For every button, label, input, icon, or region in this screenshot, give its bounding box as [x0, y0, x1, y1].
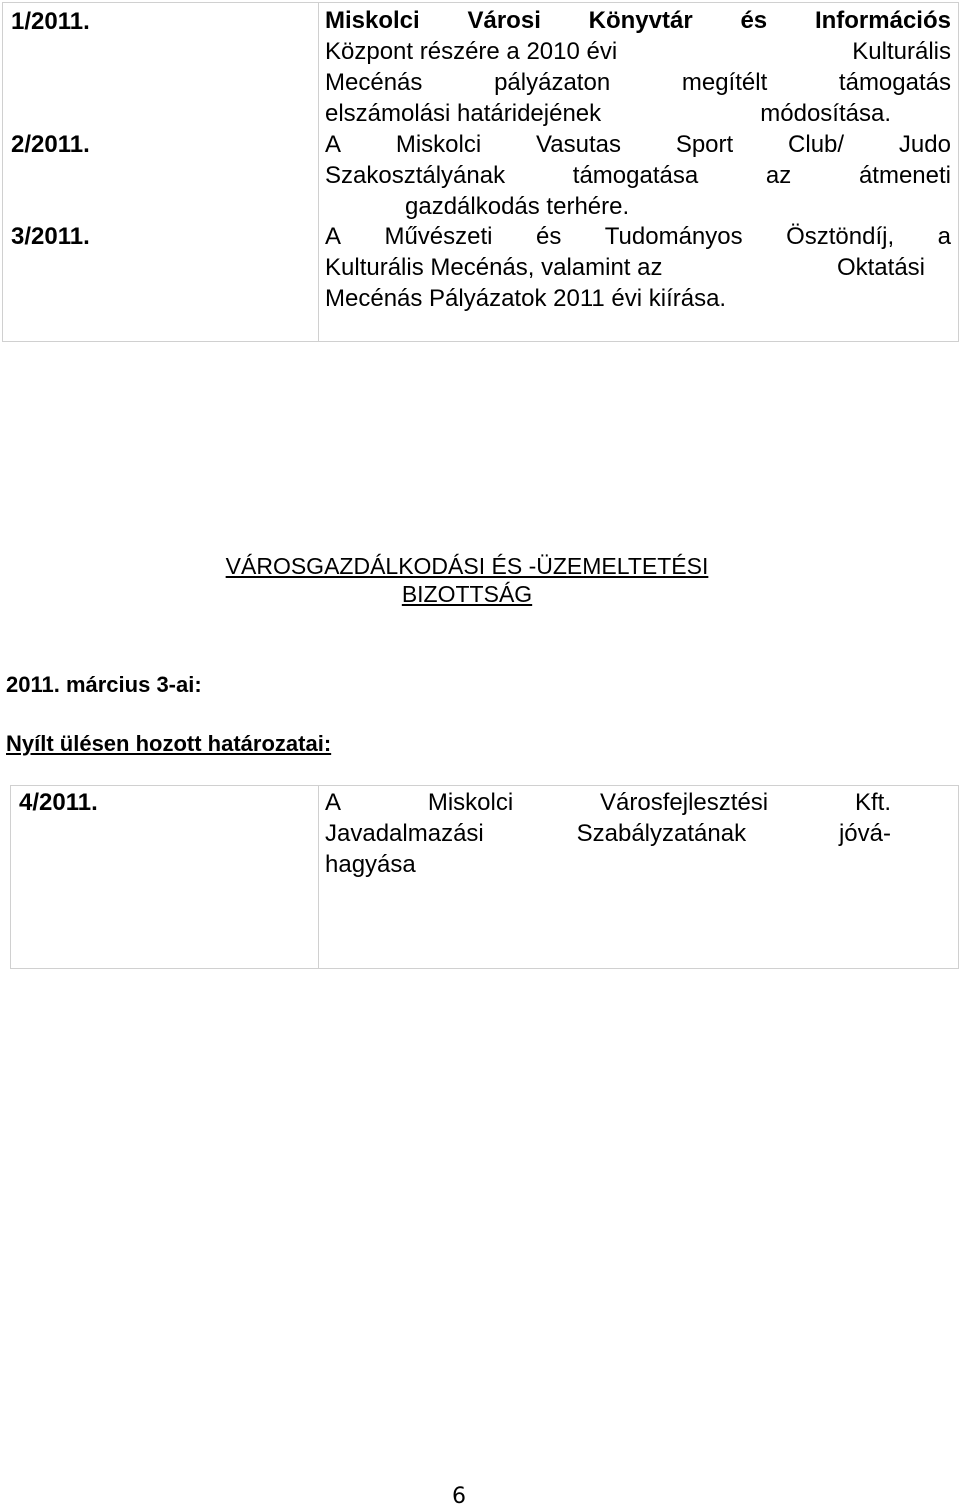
resolutions-table-bottom — [10, 785, 959, 969]
page-number: 6 — [452, 1484, 466, 1509]
resolution-text — [325, 129, 951, 222]
resolution-text — [325, 787, 891, 880]
text-line: A Művészeti és Tudományos Ösztöndíj, a — [325, 223, 951, 250]
resolution-number: 1/2011. — [11, 8, 90, 35]
table-column-divider — [318, 3, 319, 341]
resolution-text — [325, 5, 951, 129]
text-line: Mecénás Pályázatok 2011 évi kiírása. — [325, 285, 727, 312]
text-line: Szakosztályának támogatása az átmeneti — [325, 162, 951, 189]
resolution-text — [325, 221, 951, 314]
resolution-number: 3/2011. — [11, 223, 90, 250]
text-line: elszámolási határidejének módosítása. — [325, 100, 891, 127]
committee-title: VÁROSGAZDÁLKODÁSI ÉS -ÜZEMELTETÉSI BIZOTTSÁG — [225, 553, 709, 607]
meeting-date: 2011. március 3-ai: — [6, 672, 202, 697]
text-line: A Miskolci Vasutas Sport Club/ Judo — [325, 131, 951, 158]
text-line: A Miskolci Városfejlesztési Kft. — [325, 789, 891, 816]
resolution-number: 4/2011. — [19, 789, 98, 816]
table-column-divider — [318, 786, 319, 968]
text-line: Javadalmazási Szabályzatának jóvá- — [325, 820, 891, 847]
text-line: Mecénás pályázaton megítélt támogatás — [325, 69, 951, 96]
text-line: gazdálkodás terhére. — [405, 193, 630, 220]
text-line: Központ részére a 2010 évi Kulturális — [325, 38, 951, 65]
text-line: hagyása — [325, 851, 416, 878]
session-label: Nyílt ülésen hozott határozatai: — [6, 731, 332, 756]
text-line: Miskolci Városi Könyvtár és Információs — [325, 7, 951, 34]
resolutions-table-top — [2, 2, 959, 342]
text-line: Kulturális Mecénás, valamint az Oktatási — [325, 254, 925, 281]
resolution-number: 2/2011. — [11, 131, 90, 158]
